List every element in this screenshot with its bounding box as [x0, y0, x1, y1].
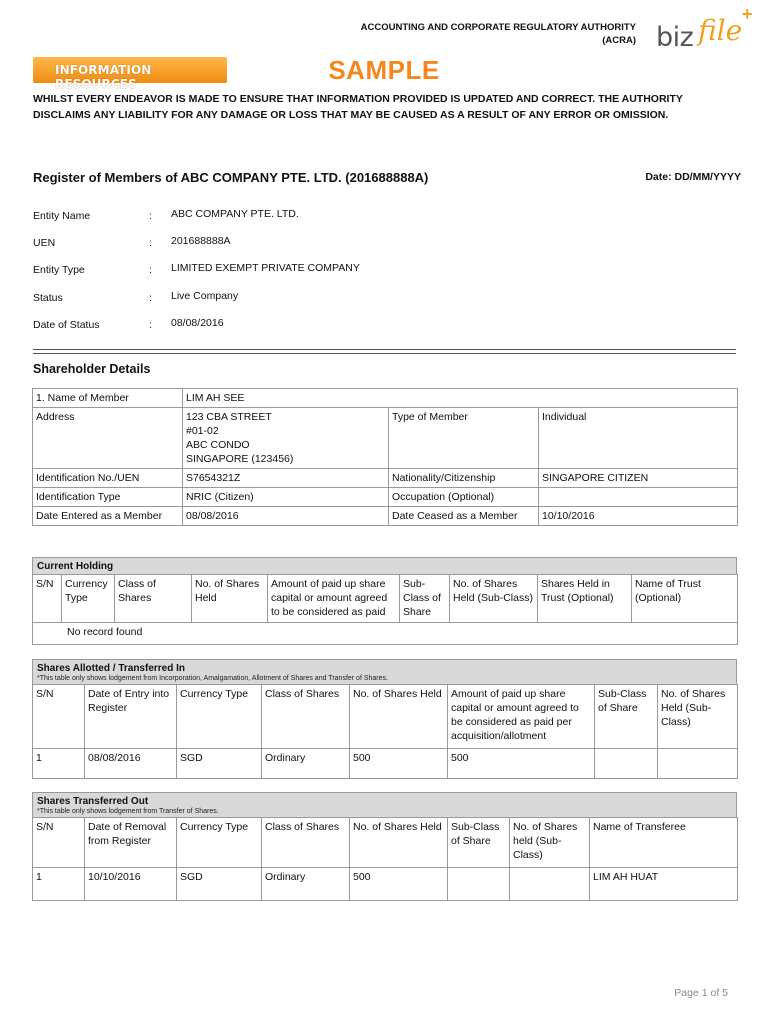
address-line: SINGAPORE (123456)	[186, 453, 294, 465]
occupation-value	[539, 488, 738, 507]
column-header: Sub-Class of Share	[448, 818, 510, 868]
date-entered-value: 08/08/2016	[183, 507, 389, 526]
table-header-row	[33, 575, 738, 623]
column-header: Name of Trust (Optional)	[632, 575, 738, 623]
identification-no-value: S7654321Z	[183, 469, 389, 488]
table-cell: Ordinary	[262, 749, 350, 779]
bizfile-logo	[656, 4, 756, 54]
shares-transferred-out-note: *This table only shows lodgement from Transfer of Shares.	[37, 808, 219, 815]
logo-file-text: file	[698, 14, 743, 47]
table-cell	[595, 749, 658, 779]
column-header: No. of Shares Held	[192, 575, 268, 623]
table-cell: Ordinary	[262, 868, 350, 901]
status-row	[33, 290, 533, 306]
page-number: Page 1 of 5	[674, 987, 728, 999]
type-of-member-value: Individual	[539, 408, 738, 469]
column-header: S/N	[33, 685, 85, 749]
table-cell: 500	[448, 749, 595, 779]
identification-no-label: Identification No./UEN	[33, 469, 183, 488]
table-cell: 500	[350, 868, 448, 901]
table-cell: 10/10/2016	[85, 868, 177, 901]
no-record-text: No record found	[33, 623, 738, 645]
shares-transferred-out-header	[32, 792, 737, 817]
colon: :	[149, 319, 152, 331]
current-holding-header	[32, 557, 737, 574]
address-line: ABC CONDO	[186, 439, 250, 451]
shares-allotted-section	[32, 659, 737, 779]
banner-label: INFORMATION RESOURCES	[55, 63, 152, 91]
logo-plus-text: +	[742, 4, 753, 24]
colon: :	[149, 264, 152, 276]
logo-biz-text: biz	[656, 22, 694, 53]
entity-type-value: LIMITED EXEMPT PRIVATE COMPANY	[171, 262, 360, 274]
entity-name-row	[33, 208, 533, 224]
shares-transferred-out-table	[32, 817, 738, 901]
colon: :	[149, 237, 152, 249]
shares-allotted-note: *This table only shows lodgement from Incorporation, Amalgamation, Allotment of Shares and Transfer of Shares.	[37, 675, 388, 682]
table-cell: 08/08/2016	[85, 749, 177, 779]
divider	[33, 349, 736, 350]
table-cell: 1	[33, 749, 85, 779]
column-header: Class of Shares	[115, 575, 192, 623]
type-of-member-label: Type of Member	[389, 408, 539, 469]
nationality-value: SINGAPORE CITIZEN	[539, 469, 738, 488]
divider	[33, 353, 736, 354]
identification-type-value: NRIC (Citizen)	[183, 488, 389, 507]
status-label: Status	[33, 292, 63, 304]
column-header: No. of Shares Held	[350, 818, 448, 868]
occupation-label: Occupation (Optional)	[389, 488, 539, 507]
shares-allotted-header	[32, 659, 737, 684]
table-row	[33, 488, 738, 507]
date-ceased-label: Date Ceased as a Member	[389, 507, 539, 526]
table-cell: 1	[33, 868, 85, 901]
address-line: 123 CBA STREET	[186, 411, 272, 423]
name-of-member-value: LIM AH SEE	[183, 389, 738, 408]
address-label: Address	[33, 408, 183, 469]
address-line: #01-02	[186, 425, 219, 437]
column-header: Date of Removal from Register	[85, 818, 177, 868]
current-holding-title: Current Holding	[37, 561, 114, 572]
column-header: No. of Shares Held (Sub-Class)	[450, 575, 538, 623]
authority-name	[361, 21, 636, 47]
table-row	[33, 868, 738, 901]
table-cell	[658, 749, 738, 779]
colon: :	[149, 292, 152, 304]
sample-watermark: SAMPLE	[328, 55, 440, 85]
address-value	[183, 408, 389, 469]
column-header: Class of Shares	[262, 685, 350, 749]
disclaimer-line-2: DISCLAIMS ANY LIABILITY FOR ANY DAMAGE OR LOSS THAT MAY BE CAUSED AS A RESULT OF ANY ERROR OR OMISSION.	[33, 109, 669, 121]
date-entered-label: Date Entered as a Member	[33, 507, 183, 526]
colon: :	[149, 210, 152, 222]
uen-label: UEN	[33, 237, 56, 249]
table-cell: LIM AH HUAT	[590, 868, 738, 901]
table-cell: SGD	[177, 868, 262, 901]
shares-allotted-table	[32, 684, 738, 779]
column-header: S/N	[33, 818, 85, 868]
table-row	[33, 749, 738, 779]
uen-value: 201688888A	[171, 235, 231, 247]
column-header: No. of Shares Held	[350, 685, 448, 749]
entity-name-value: ABC COMPANY PTE. LTD.	[171, 208, 299, 220]
column-header: Sub-Class of Share	[595, 685, 658, 749]
column-header: No. of Shares held (Sub-Class)	[510, 818, 590, 868]
authority-line-1: ACCOUNTING AND CORPORATE REGULATORY AUTHORITY	[360, 22, 636, 33]
status-value: Live Company	[171, 290, 239, 302]
column-header: Sub-Class of Share	[400, 575, 450, 623]
table-row	[33, 389, 738, 408]
disclaimer-line-1: WHILST EVERY ENDEAVOR IS MADE TO ENSURE THAT INFORMATION PROVIDED IS UPDATED AND CORRECT. THE AUTHORITY	[33, 93, 683, 105]
column-header: Name of Transferee	[590, 818, 738, 868]
entity-name-label: Entity Name	[33, 210, 91, 222]
column-header: Date of Entry into Register	[85, 685, 177, 749]
column-header: Shares Held in Trust (Optional)	[538, 575, 632, 623]
column-header: Currency Type	[177, 818, 262, 868]
register-date: Date: DD/MM/YYYY	[645, 171, 741, 183]
current-holding-table	[32, 574, 738, 645]
column-header: Amount of paid up share capital or amount agreed to be considered as paid per acquisition/allotment	[448, 685, 595, 749]
table-cell: SGD	[177, 749, 262, 779]
column-header: Class of Shares	[262, 818, 350, 868]
table-header-row	[33, 685, 738, 749]
table-row	[33, 623, 738, 645]
disclaimer	[33, 91, 736, 123]
column-header: Amount of paid up share capital or amount agreed to be considered as paid	[268, 575, 400, 623]
table-row	[33, 469, 738, 488]
uen-row	[33, 235, 533, 251]
shareholder-details-title: Shareholder Details	[33, 362, 151, 376]
table-row	[33, 507, 738, 526]
column-header: S/N	[33, 575, 62, 623]
shares-transferred-out-section	[32, 792, 737, 901]
date-of-status-value: 08/08/2016	[171, 317, 224, 329]
column-header: No. of Shares Held (Sub-Class)	[658, 685, 738, 749]
table-cell	[510, 868, 590, 901]
register-title: Register of Members of ABC COMPANY PTE. LTD. (201688888A)	[33, 170, 429, 185]
identification-type-label: Identification Type	[33, 488, 183, 507]
table-cell: 500	[350, 749, 448, 779]
table-row	[33, 408, 738, 469]
authority-line-2: (ACRA)	[602, 35, 636, 46]
current-holding-section	[32, 557, 737, 645]
name-of-member-label: 1. Name of Member	[33, 389, 183, 408]
table-header-row	[33, 818, 738, 868]
date-ceased-value: 10/10/2016	[539, 507, 738, 526]
column-header: Currency Type	[177, 685, 262, 749]
shares-transferred-out-title: Shares Transferred Out	[37, 796, 149, 807]
entity-type-label: Entity Type	[33, 264, 85, 276]
entity-type-row	[33, 262, 533, 278]
table-cell	[448, 868, 510, 901]
date-of-status-row	[33, 317, 533, 333]
shares-allotted-title: Shares Allotted / Transferred In	[37, 663, 186, 674]
column-header: Currency Type	[62, 575, 115, 623]
shareholder-table	[32, 388, 738, 526]
nationality-label: Nationality/Citizenship	[389, 469, 539, 488]
date-of-status-label: Date of Status	[33, 319, 100, 331]
